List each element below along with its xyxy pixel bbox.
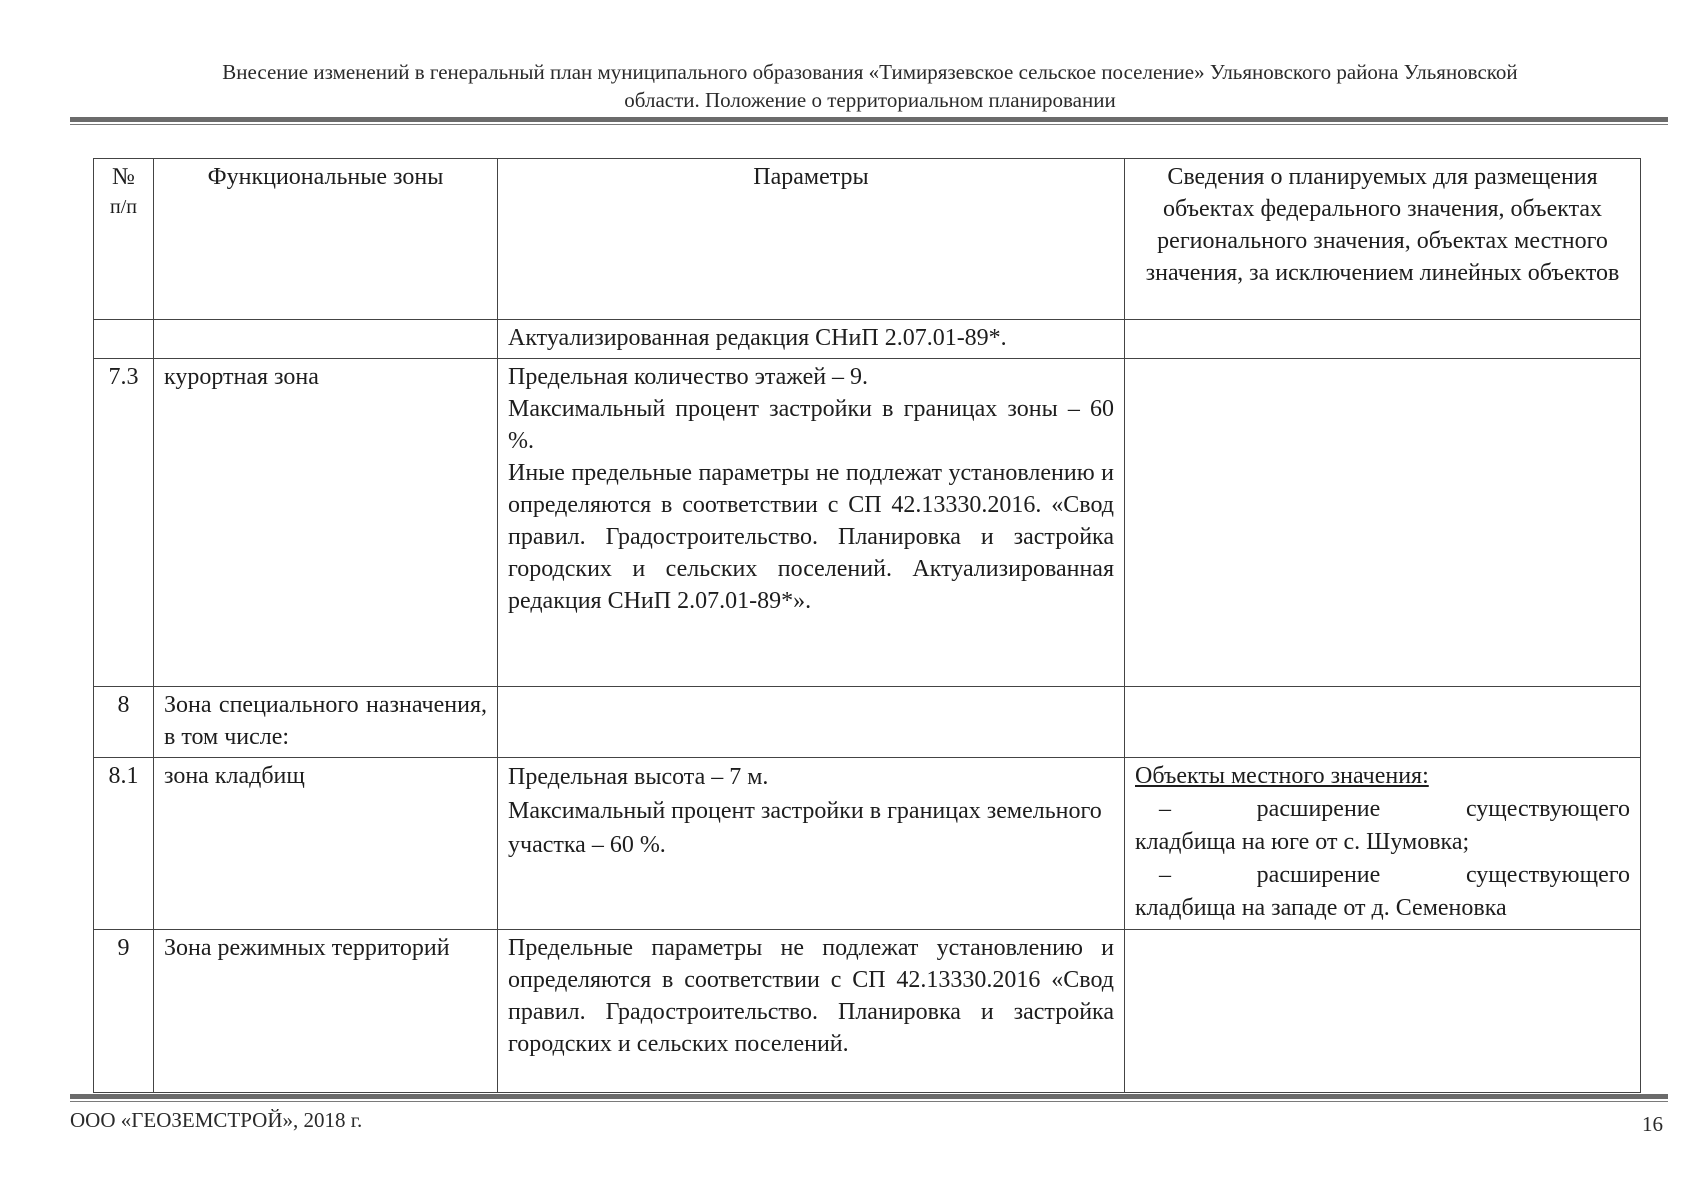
footer-rule-thin [70,1101,1668,1102]
header-params-cell: Параметры [498,159,1125,320]
param-line: Предельная количество этажей – 9. [508,364,869,390]
num-cell [94,320,154,359]
table-row [94,320,1641,359]
zone-cell [154,687,498,758]
params-cell [498,930,1125,1093]
header-num-cell [94,159,154,320]
info-cell [1125,359,1641,687]
table-row-8-1 [94,758,1641,930]
zone-cell [154,930,498,1093]
params-cell [498,687,1125,758]
params-cell: Актуализированная редакция СНиП 2.07.01-89*. [498,320,1125,359]
params-cell [498,758,1125,930]
info-item: – расширение существующего [1159,796,1630,822]
num-cell: 8.1 [94,758,154,930]
footer-rule [70,1094,1668,1099]
header-zones-cell: Функциональные зоны [154,159,498,320]
param-line: Предельная высота – 7 м. [508,764,769,790]
page-number: 16 [1642,1112,1663,1136]
zone-cell [154,320,498,359]
table-row-8 [94,687,1641,758]
zone-text: Зона режимных территорий [164,935,450,961]
info-item-cont: кладбища на юге от с. Шумовка; [1135,829,1470,855]
info-item-cont: кладбища на западе от д. Семеновка [1135,895,1507,921]
header-num-pp: п/п [110,196,137,218]
info-cell [1125,758,1641,930]
document-header [70,58,1670,114]
num-cell: 8 [94,687,154,758]
header-num-sign: № [112,164,135,190]
info-item: – расширение существующего [1159,862,1630,888]
zone-cell: зона кладбищ [154,758,498,930]
param-line: Максимальный процент застройки в границах зоны – 60 %. [508,396,1114,454]
params-cell [498,359,1125,687]
param-line: Иные предельные параметры не подлежат установлению и определяются в соответствии с СП 42.13330.2016. «Свод правил. Градостроительство. Планировка и застройка городских и сельских поселений. Актуализированная редакция СНиП 2.07.01-89*». [508,460,1114,614]
info-cell [1125,930,1641,1093]
table-row-7-3 [94,359,1641,687]
zone-text: Зона специального назначения, в том числе: [164,692,487,750]
zone-cell: курортная зона [154,359,498,687]
info-cell [1125,687,1641,758]
param-line: Максимальный процент застройки в границах земельного участка – 60 %. [508,798,1102,858]
num-cell: 7.3 [94,359,154,687]
header-info-cell: Сведения о планируемых для размещения объектах федерального значения, объектах регионального значения, объектах местного значения, за исключением линейных объектов [1125,159,1641,320]
table-header-row [94,159,1641,320]
table-row-9 [94,930,1641,1093]
header-rule [70,117,1668,122]
zones-table [93,158,1641,1093]
header-line-2: области. Положение о территориальном планировании [624,88,1116,112]
header-rule-thin [70,124,1668,125]
info-cell [1125,320,1641,359]
header-line-1: Внесение изменений в генеральный план муниципального образования «Тимирязевское сельское поселение» Ульяновского района Ульяновской [222,60,1518,84]
num-cell: 9 [94,930,154,1093]
param-line: Предельные параметры не подлежат установлению и определяются в соответствии с СП 42.13330.2016 «Свод правил. Градостроительство. Планировка и застройка городских и сельских поселений. [508,935,1114,1057]
footer-company: ООО «ГЕОЗЕМСТРОЙ», 2018 г. [70,1108,363,1132]
info-title: Объекты местного значения: [1135,763,1429,789]
params-clip [508,932,1114,1088]
